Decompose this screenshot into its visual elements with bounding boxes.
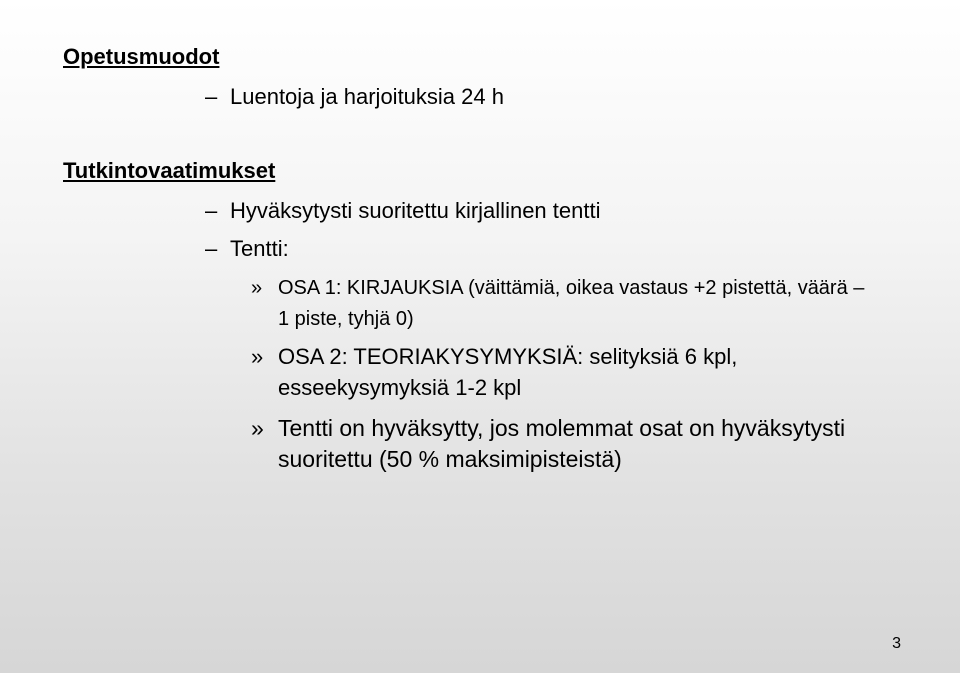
sub-bullet-text: OSA 1: KIRJAUKSIA (väittämiä, oikea vastaus +2 pistettä, väärä –1 piste, tyhjä 0) [278, 277, 865, 330]
sub-bullet-item [251, 341, 871, 403]
dash-bullet-icon: – [205, 198, 218, 223]
section-heading-tutkintovaatimukset: Tutkintovaatimukset [63, 158, 276, 183]
bullet-item [205, 198, 600, 224]
sub-bullet-item [251, 413, 871, 475]
bullet-item [205, 236, 289, 262]
bullet-text: Luentoja ja harjoituksia 24 h [230, 84, 504, 109]
dash-bullet-icon: – [205, 236, 218, 261]
bullet-text: Hyväksytysti suoritettu kirjallinen tentti [230, 198, 601, 223]
chevron-bullet-icon: » [251, 344, 264, 369]
sub-bullet-item [251, 273, 871, 335]
sub-bullet-text: OSA 2: TEORIAKYSYMYKSIÄ: selityksiä 6 kpl, esseekysymyksiä 1-2 kpl [278, 344, 738, 400]
section-heading-opetusmuodot: Opetusmuodot [63, 44, 220, 69]
chevron-bullet-icon: » [251, 277, 263, 299]
sub-bullet-text: Tentti on hyväksytty, jos molemmat osat on hyväksytysti suoritettu (50 % maksimipisteistä) [278, 415, 846, 472]
bullet-text: Tentti: [230, 236, 289, 261]
chevron-bullet-icon: » [251, 415, 264, 441]
page-number: 3 [892, 635, 901, 652]
dash-bullet-icon: – [205, 84, 218, 109]
bullet-item [205, 84, 504, 110]
